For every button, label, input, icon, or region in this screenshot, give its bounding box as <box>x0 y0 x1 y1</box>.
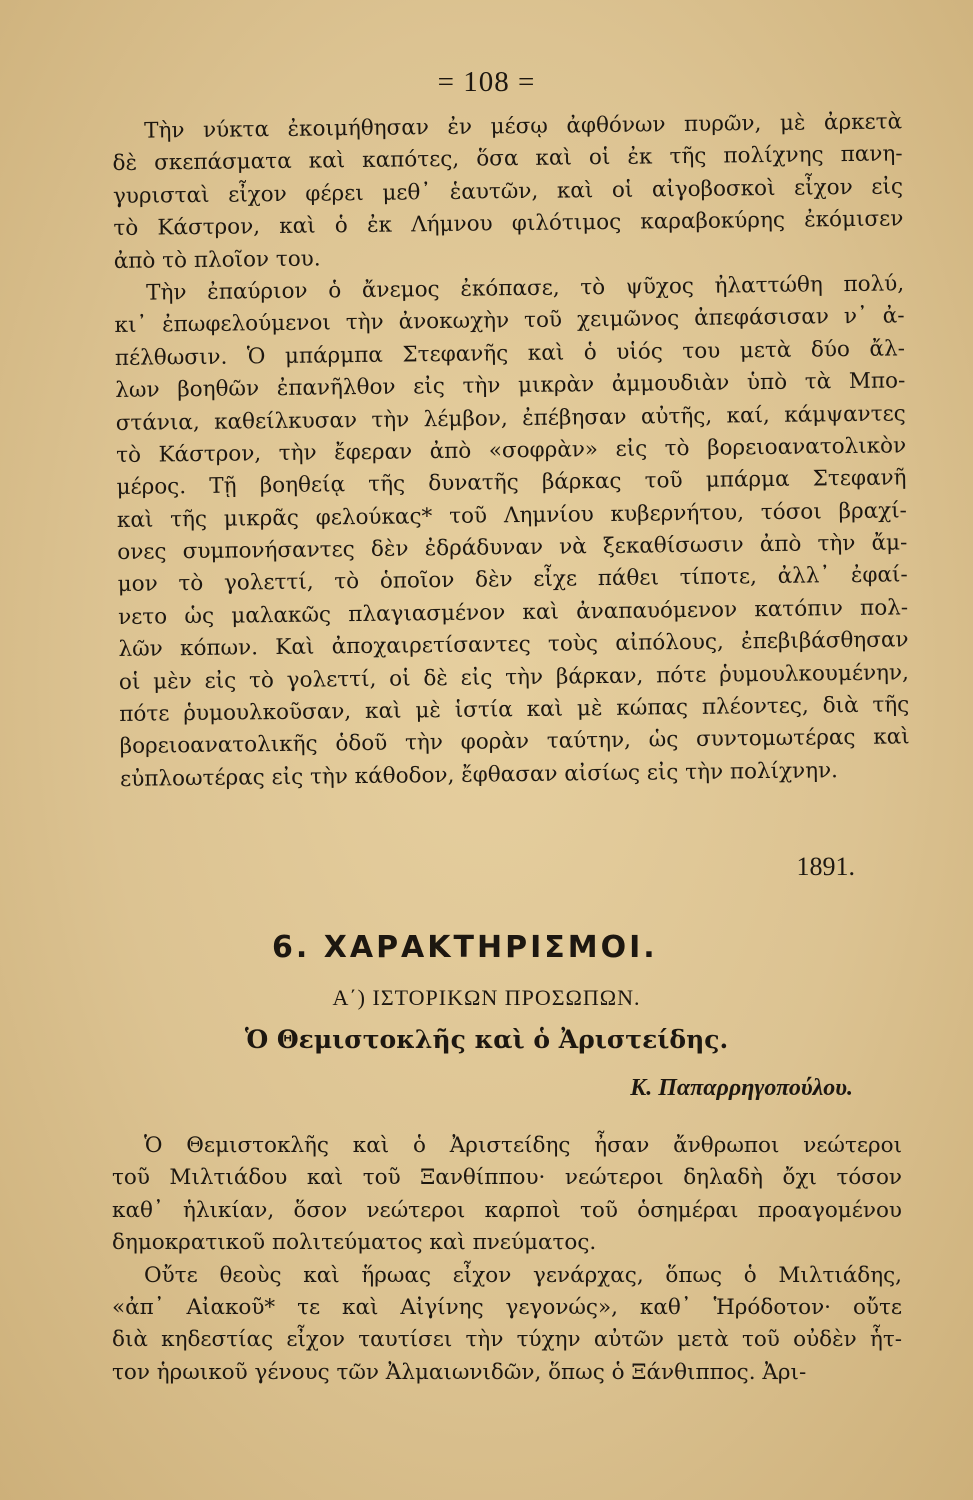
narrative-text-block <box>112 106 910 796</box>
text-line: τὸ Κάστρον, καὶ ὁ ἐκ Λήμνου φιλότιμος καραβοκύρης ἐκόμισεν <box>113 206 904 242</box>
essay-author: Κ. Παπαρρηγοπούλου. <box>630 1075 853 1101</box>
text-line: δημοκρατικοῦ πολιτεύματος καὶ πνεύματος. <box>112 1230 597 1256</box>
text-line: στάνια, καθείλκυσαν τὴν λέμβον, ἐπέβησαν αὐτῆς, καί, κάμψαντες <box>115 400 906 436</box>
text-line: νετο ὡς μαλακῶς πλαγιασμένον καὶ ἀναπαυόμενον κατόπιν πολ- <box>117 595 909 630</box>
text-line: Τὴν νύκτα ἐκοιμήθησαν ἐν μέσῳ ἀφθόνων πυρῶν, μὲ ἀρκετὰ <box>144 109 903 144</box>
text-line: γυρισταὶ εἶχον φέρει μεθ᾽ ἑαυτῶν, καὶ οἱ αἰγοβοσκοὶ εἶχον εἰς <box>112 174 904 209</box>
text-line: μέρος. Τῇ βοηθείᾳ τῆς δυνατῆς βάρκας τοῦ μπάρμα Στεφανῆ <box>116 465 907 501</box>
text-line: πέλθωσιν. Ὁ μπάρμπα Στεφανῆς καὶ ὁ υἱός του μετὰ δύο ἄλ- <box>114 336 906 371</box>
text-line: Τὴν ἐπαύριον ὁ ἄνεμος ἐκόπασε, τὸ ψῦχος ἠλαττώθη πολύ, <box>146 271 905 306</box>
section-title: 6. ΧΑΡΑΚΤΗΡΙΣΜΟΙ. <box>272 930 658 965</box>
text-line: ονες συμπονήσαντες δὲν ἐδράδυναν νὰ ξεκαθίσωσιν ἀπὸ τὴν ἄμ- <box>117 530 908 566</box>
text-line: διὰ κηδεστίας εἶχον ταυτίσει τὴν τύχην αὐτῶν μετὰ τοῦ οὐδὲν ἧτ- <box>112 1327 902 1353</box>
text-line: οἱ μὲν εἰς τὸ γολεττί, οἱ δὲ εἰς τὴν βάρκαν, πότε ῥυμουλκουμένην, <box>118 659 910 695</box>
text-line: μον τὸ γολεττί, τὸ ὁποῖον δὲν εἶχε πάθει τίποτε, ἀλλ᾽ ἐφαί- <box>117 562 908 598</box>
date-signature: 1891. <box>796 852 855 881</box>
text-line: Ὁ Θεμιστοκλῆς καὶ ὁ Ἀριστείδης ἦσαν ἄνθρωποι νεώτεροι <box>144 1133 902 1158</box>
text-line: «ἀπ᾽ Αἰακοῦ* τε καὶ Αἰγίνης γεγονώς», καθ᾽ Ἡρόδοτον· οὔτε <box>112 1294 902 1320</box>
text-line: βορειοανατολικῆς ὁδοῦ τὴν φορὰν ταύτην, ὡς συντομωτέρας καὶ <box>119 724 910 760</box>
text-line: τὸ Κάστρον, τὴν ἔφεραν ἀπὸ «σοφρὰν» εἰς τὸ βορειοανατολικὸν <box>115 433 907 468</box>
text-line: τοῦ Μιλτιάδου καὶ τοῦ Ξανθίππου· νεώτεροι δηλαδὴ ὄχι τόσον <box>112 1165 902 1191</box>
text-line: λων βοηθῶν ἐπανῆλθον εἰς τὴν μικρὰν ἀμμουδιὰν ὑπὸ τὰ Μπο- <box>115 368 906 404</box>
text-line: λῶν κόπων. Καὶ ἀποχαιρετίσαντες τοὺς αἰπόλους, ἐπεβιβάσθησαν <box>118 627 909 663</box>
text-line: κι᾽ ἐπωφελούμενοι τὴν ἀνοκωχὴν τοῦ χειμῶνος ἀπεφάσισαν ν᾽ ἀ- <box>114 303 905 339</box>
text-line: καὶ τῆς μικρᾶς φελούκας* τοῦ Λημνίου κυβερνήτου, τόσοι βραχί- <box>116 498 908 533</box>
text-line: πότε ῥυμουλκοῦσαν, καὶ μὲ ἱστία καὶ μὲ κώπας πλέοντες, διὰ τῆς <box>119 692 910 727</box>
essay-title: Ὁ Θεμιστοκλῆς καὶ ὁ Ἀριστείδης. <box>244 1025 729 1054</box>
text-line: Οὔτε θεοὺς καὶ ἥρωας εἶχον γενάρχας, ὅπως ὁ Μιλτιάδης, <box>144 1262 902 1288</box>
section-subtitle: Α΄) ΙΣΤΟΡΙΚΩΝ ΠΡΟΣΩΠΩΝ. <box>332 985 641 1010</box>
text-line: τον ἡρωικοῦ γένους τῶν Ἀλμαιωνιδῶν, ὅπως ὁ Ξάνθιππος. Ἀρι- <box>112 1359 807 1385</box>
text-line: εὐπλοωτέρας εἰς τὴν κάθοδον, ἔφθασαν αἰσίως εἰς τὴν πολίχνην. <box>119 757 839 792</box>
essay-text-block <box>112 1130 902 1389</box>
text-line: ἀπὸ τὸ πλοῖον του. <box>113 246 321 274</box>
text-line: καθ᾽ ἡλικίαν, ὅσον νεώτεροι καρποὶ τοῦ ὁσημέραι προαγομένου <box>112 1197 902 1223</box>
page-number: = 108 = <box>437 66 536 98</box>
text-line: δὲ σκεπάσματα καὶ καπότες, ὅσα καὶ οἱ ἐκ τῆς πολίχνης πανη- <box>112 141 903 177</box>
